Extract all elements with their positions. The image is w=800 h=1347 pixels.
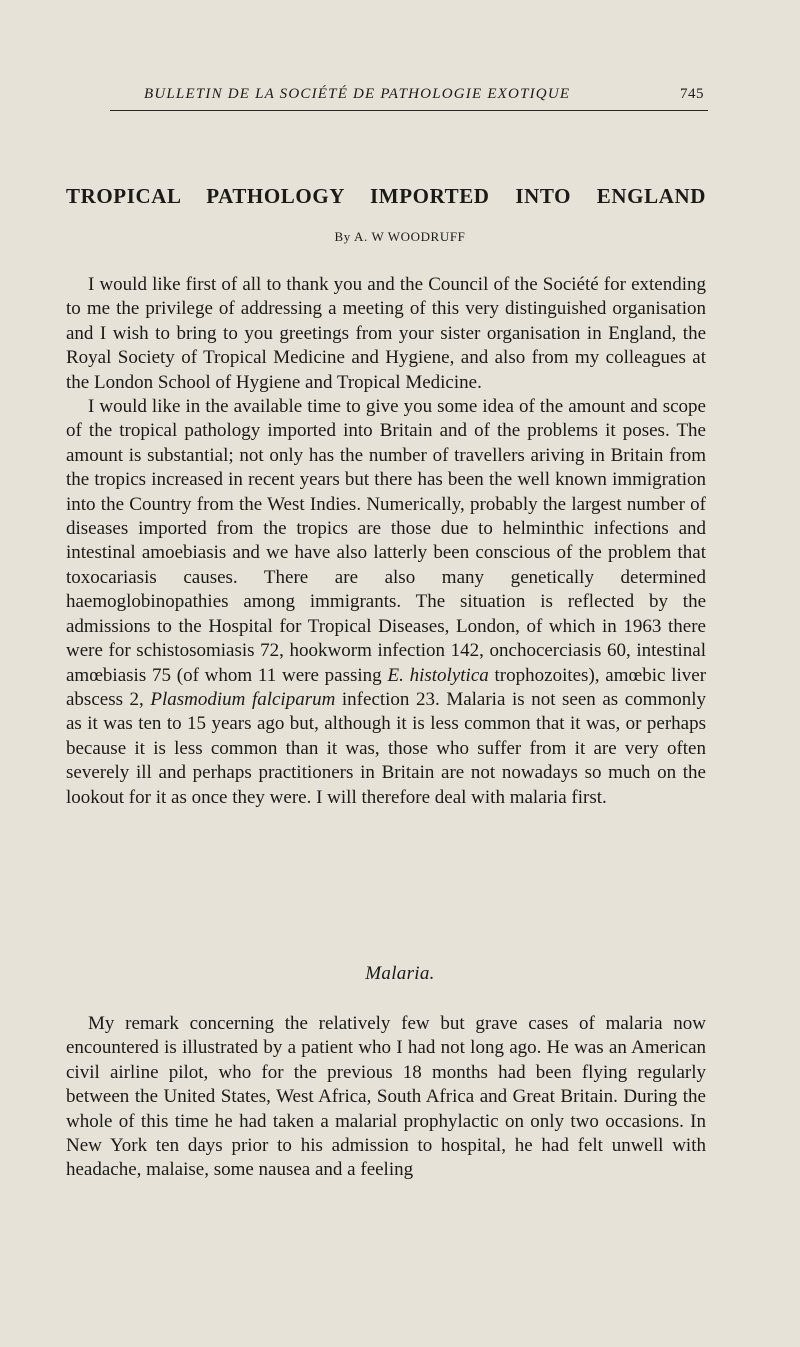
paragraph-malaria: My remark concerning the relatively few but grave cases of malaria now encountered is illustrated by a patient who I had not long ago. He was an American civil airline pilot, who for the previous 18 months had been flying regularly between the United States, West Africa, South Africa and Great Britain. During the whole of this time he had taken a malarial prophylactic on only two occasions. In New York ten days prior to his admission to hospital, he had felt unwell with headache, malaise, some nausea and a feeling — [66, 1013, 706, 1181]
author-name: A. W WOODRUFF — [354, 229, 466, 244]
section-heading-malaria: Malaria. — [365, 963, 435, 984]
article-body — [66, 273, 706, 810]
paragraph-scope-text-b: trophozoites), amœbic liver abscess 2, — [66, 664, 707, 710]
paragraph-intro: I would like first of all to thank you and the Council of the Société for extending to me the privilege of addressing a meeting of this very distinguished organisation and I wish to bring to you greetings from your sister organisation in England, the Royal Society of Tropical Medicine and Hygiene, and also from my colleagues at the London School of Hygiene and Tropical Medicine. — [66, 274, 706, 393]
paragraph-scope — [66, 395, 706, 810]
running-header — [110, 84, 708, 111]
species-name-falciparum: Plasmodium falciparum — [150, 688, 336, 710]
paragraph-scope-text-a: I would like in the available time to give you some idea of the amount and scope of the tropical pathology imported into Britain and of the problems it poses. The amount is substantial; not only has the number of travellers ariving in Britain from the tropics increased in recent years but there has been the well known immigration into the Country from the West Indies. Numerically, probably the largest number of diseases imported from the tropics are those due to helminthic infections and intestinal amoebiasis and we have also latterly been conscious of the problem that toxocariasis causes. There are also many genetically determined haemoglobinopathies among immigrants. The situation is reflected by the admissions to the Hospital for Tropical Diseases, London, of which in 1963 there were for schistosomiasis 72, hookworm infection 142, onchocerciasis 60, intestinal amœbiasis 75 (of whom 11 were passing — [66, 396, 706, 686]
page-number: 745 — [680, 86, 704, 102]
article-title: TROPICAL PATHOLOGY IMPORTED INTO ENGLAND — [66, 184, 706, 208]
journal-title: BULLETIN DE LA SOCIÉTÉ DE PATHOLOGIE EXOTIQUE — [144, 86, 571, 102]
malaria-section-body — [66, 1012, 706, 1183]
paragraph-scope-text-c: infection 23. Malaria is not seen as commonly as it was ten to 15 years ago but, although it is less common that it was, or perhaps because it is less common than it was, those who suffer from it are very often severely ill and perhaps practitioners in Britain are not nowadays so much on the lookout for it as once they were. I will therefore deal with malaria first. — [66, 688, 707, 808]
species-name-histolytica: E. histolytica — [387, 664, 489, 686]
byline-prefix: By — [334, 229, 351, 244]
byline — [0, 229, 800, 245]
